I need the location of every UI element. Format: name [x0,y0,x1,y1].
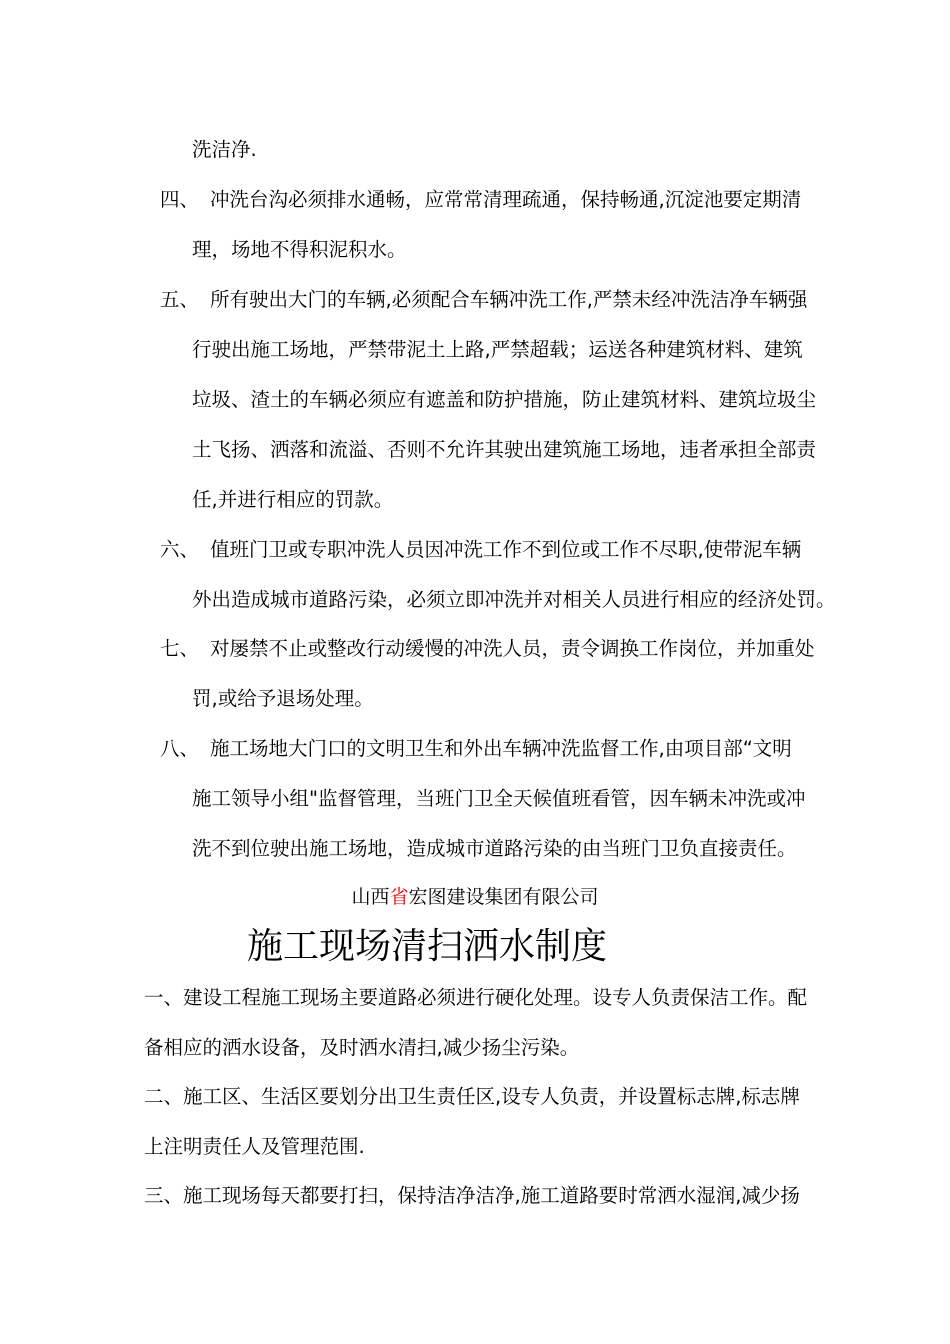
item-7-line-1: 对屡禁不止或整改行动缓慢的冲洗人员，责令调换工作岗位，并加重处 [210,637,815,660]
item-6-line-2: 外出造成城市道路污染，必须立即冲洗并对相关人员进行相应的经济处罚。 [192,588,836,611]
item-8-line-2: 施工领导小组"监督管理，当班门卫全天候值班看管，因车辆未冲洗或冲 [192,787,806,810]
section2-line-5: 三、施工现场每天都要打扫，保持洁净洁净,施工道路要时常洒水湿润,减少扬 [144,1184,800,1207]
item-8-line-3: 洗不到位驶出施工场地，造成城市道路污染的由当班门卫负直接责任。 [192,837,797,860]
item-7-line-2: 罚,或给予退场处理。 [192,687,374,710]
item-6-number: 六、 [160,538,200,561]
company-name-part-1: 山西 [351,886,390,908]
section-title: 施工现场清扫洒水制度 [247,926,608,967]
item-8-number: 八、 [160,737,200,760]
section2-line-1: 一、建设工程施工现场主要道路必须进行硬化处理。设专人负责保洁工作。配 [144,986,808,1009]
item-5-number: 五、 [160,288,200,311]
item-5-line-3: 垃圾、渣土的车辆必须应有遮盖和防护措施，防止建筑材料、建筑垃圾尘 [192,388,817,411]
section2-line-2: 备相应的洒水设备，及时洒水清扫,减少扬尘污染。 [144,1036,580,1059]
item-5-line-2: 行驶出施工场地，严禁带泥土上路,严禁超载；运送各种建筑材料、建筑 [192,338,803,361]
company-name-part-3: 宏图建设集团有限公司 [408,886,599,908]
item-7-number: 七、 [160,637,200,660]
item-6-line-1: 值班门卫或专职冲洗人员因冲洗工作不到位或工作不尽职,使带泥车辆 [210,538,802,561]
item-5-line-5: 任,并进行相应的罚款。 [192,488,394,511]
company-name-highlight: 省 [389,886,409,908]
item-4-line-1: 冲洗台沟必须排水通畅，应常常清理疏通，保持畅通,沉淀池要定期清 [210,188,802,211]
item-5-line-1: 所有驶出大门的车辆,必须配合车辆冲洗工作,严禁未经冲洗洁净车辆强 [210,288,808,311]
item-8-line-1: 施工场地大门口的文明卫生和外出车辆冲洗监督工作,由项目部“文明 [210,737,792,760]
item-5-line-4: 土飞扬、洒落和流溢、否则不允许其驶出建筑施工场地，违者承担全部责 [192,438,817,461]
section2-line-3: 二、施工区、生活区要划分出卫生责任区,设专人负责，并设置标志牌,标志牌 [144,1085,800,1108]
item-4-number: 四、 [160,188,200,211]
section2-line-4: 上注明责任人及管理范围. [144,1135,365,1158]
company-name [0,884,950,910]
item-4-line-2: 理，场地不得积泥积水。 [192,238,407,261]
continuation-line: 洗洁净. [192,138,257,161]
